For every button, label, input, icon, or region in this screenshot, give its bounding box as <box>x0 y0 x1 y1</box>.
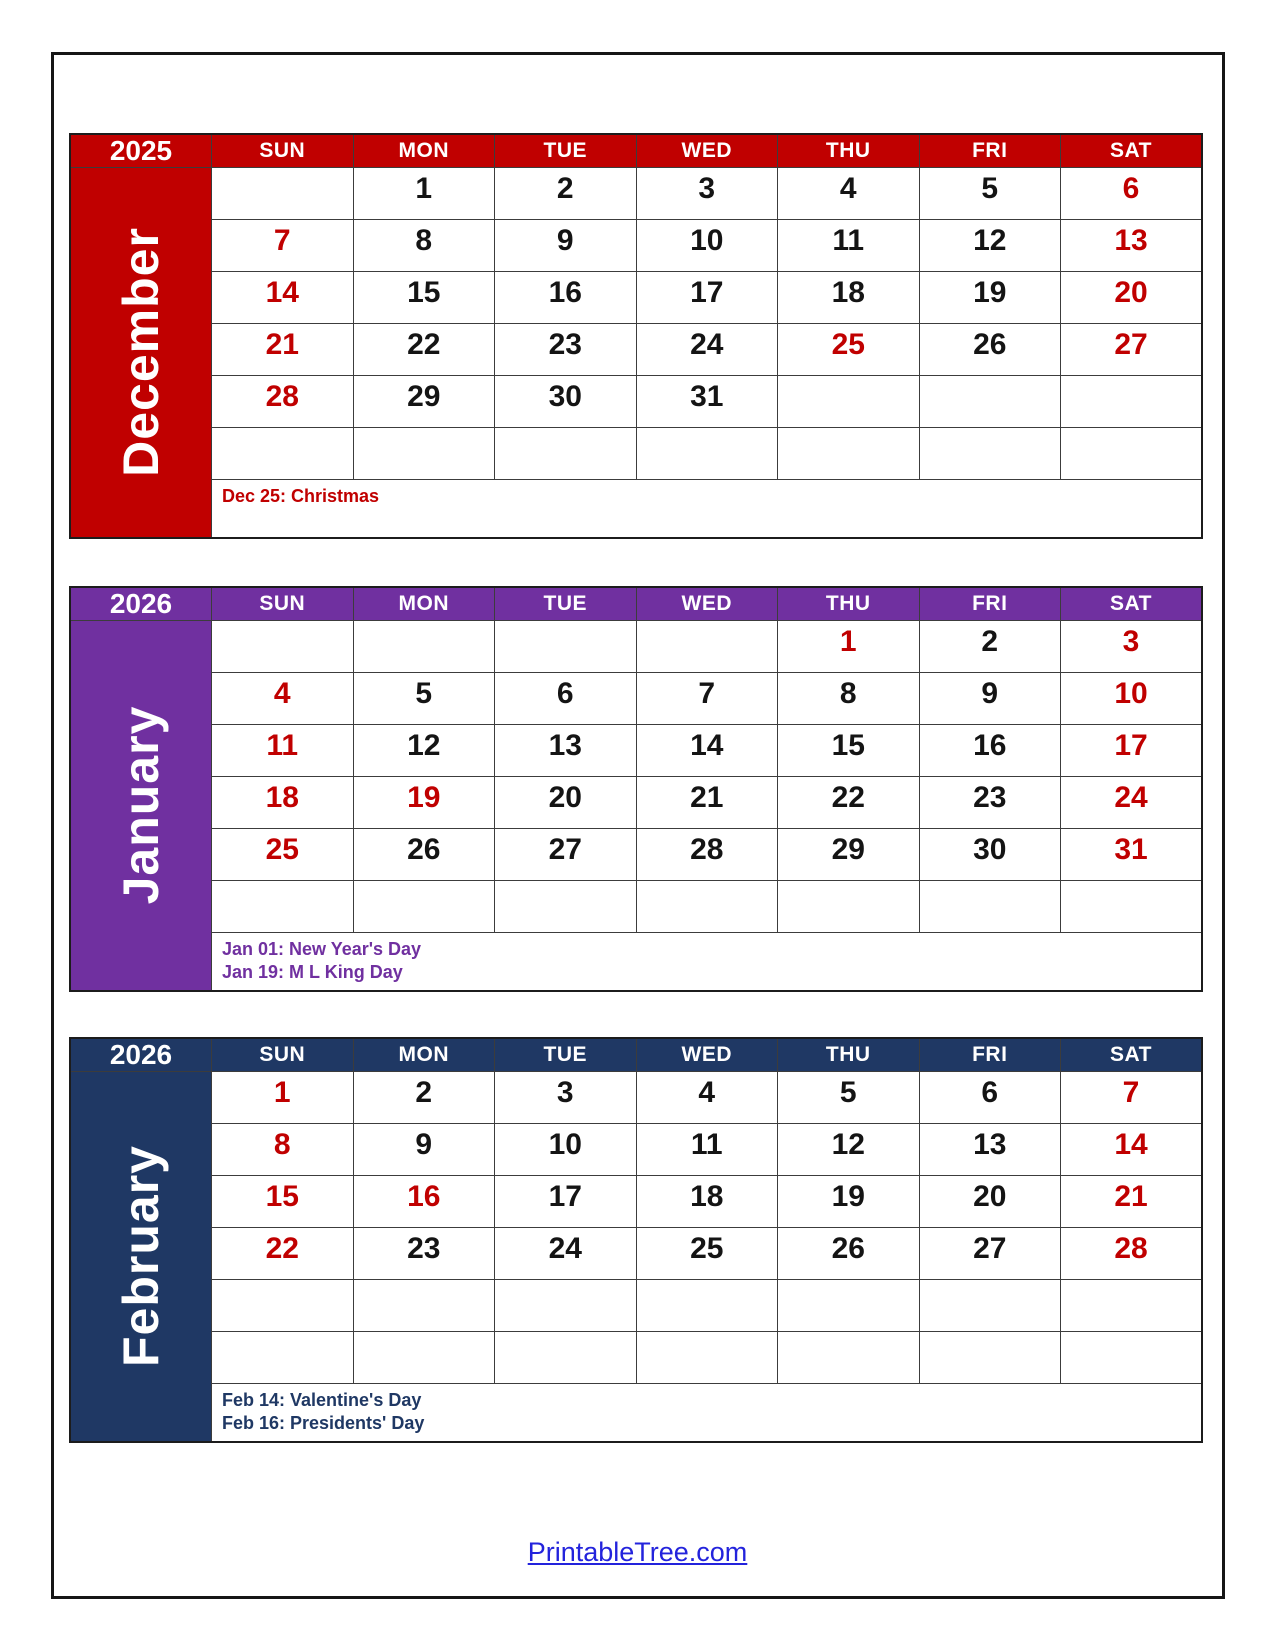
day-cell-january-25: 25 <box>212 829 354 881</box>
day-cell-empty <box>212 881 354 933</box>
day-cell-january-1: 1 <box>778 621 920 673</box>
holiday-note: Feb 16: Presidents' Day <box>222 1413 425 1434</box>
day-cell-january-5: 5 <box>353 673 495 725</box>
day-cell-empty <box>919 881 1061 933</box>
holiday-note: Dec 25: Christmas <box>222 486 380 506</box>
day-cell-january-21: 21 <box>636 777 778 829</box>
day-cell-december-27: 27 <box>1061 324 1203 376</box>
day-cell-empty <box>212 621 354 673</box>
day-cell-empty <box>1061 881 1203 933</box>
day-cell-december-16: 16 <box>495 272 637 324</box>
day-cell-december-6: 6 <box>1061 168 1203 220</box>
day-cell-january-9: 9 <box>919 673 1061 725</box>
day-cell-january-31: 31 <box>1061 829 1203 881</box>
day-cell-december-9: 9 <box>495 220 637 272</box>
holiday-note: Jan 01: New Year's Day <box>222 939 422 959</box>
day-cell-february-11: 11 <box>636 1124 778 1176</box>
day-cell-december-8: 8 <box>353 220 495 272</box>
day-cell-december-13: 13 <box>1061 220 1203 272</box>
day-cell-december-26: 26 <box>919 324 1061 376</box>
day-cell-february-26: 26 <box>778 1228 920 1280</box>
day-cell-january-2: 2 <box>919 621 1061 673</box>
day-cell-empty <box>495 428 637 480</box>
day-cell-february-8: 8 <box>212 1124 354 1176</box>
calendar-february <box>69 1037 1203 1443</box>
year-label-december: 2025 <box>70 134 212 168</box>
day-cell-empty <box>495 1280 637 1332</box>
day-cell-empty <box>353 1280 495 1332</box>
day-cell-january-20: 20 <box>495 777 637 829</box>
day-cell-january-7: 7 <box>636 673 778 725</box>
day-cell-empty <box>919 376 1061 428</box>
day-cell-january-14: 14 <box>636 725 778 777</box>
day-cell-empty <box>212 428 354 480</box>
weekday-header-mon: MON <box>353 1038 495 1072</box>
day-cell-empty <box>353 1332 495 1384</box>
day-cell-january-8: 8 <box>778 673 920 725</box>
day-cell-empty <box>636 881 778 933</box>
day-cell-empty <box>1061 1332 1203 1384</box>
footer-link[interactable]: PrintableTree.com <box>527 1537 748 1567</box>
day-cell-december-29: 29 <box>353 376 495 428</box>
day-cell-february-6: 6 <box>919 1072 1061 1124</box>
day-cell-december-25: 25 <box>778 324 920 376</box>
weekday-header-tue: TUE <box>495 1038 637 1072</box>
calendar-january <box>69 586 1203 992</box>
day-cell-january-6: 6 <box>495 673 637 725</box>
weekday-header-fri: FRI <box>919 134 1061 168</box>
weekday-header-wed: WED <box>636 134 778 168</box>
weekday-header-mon: MON <box>353 587 495 621</box>
weekday-header-sun: SUN <box>212 1038 354 1072</box>
day-cell-february-5: 5 <box>778 1072 920 1124</box>
day-cell-empty <box>636 1280 778 1332</box>
day-cell-january-3: 3 <box>1061 621 1203 673</box>
day-cell-january-17: 17 <box>1061 725 1203 777</box>
day-cell-january-30: 30 <box>919 829 1061 881</box>
day-cell-december-30: 30 <box>495 376 637 428</box>
day-cell-february-27: 27 <box>919 1228 1061 1280</box>
day-cell-december-12: 12 <box>919 220 1061 272</box>
day-cell-empty <box>636 428 778 480</box>
day-cell-empty <box>778 881 920 933</box>
day-cell-january-22: 22 <box>778 777 920 829</box>
day-cell-empty <box>778 376 920 428</box>
day-cell-january-4: 4 <box>212 673 354 725</box>
holiday-notes-january <box>212 933 1203 991</box>
weekday-header-sat: SAT <box>1061 134 1203 168</box>
month-name-label: December <box>113 227 169 478</box>
day-cell-february-28: 28 <box>1061 1228 1203 1280</box>
weekday-header-fri: FRI <box>919 1038 1061 1072</box>
day-cell-december-14: 14 <box>212 272 354 324</box>
month-sidebar-january <box>70 621 212 991</box>
day-cell-december-10: 10 <box>636 220 778 272</box>
day-cell-january-11: 11 <box>212 725 354 777</box>
day-cell-december-22: 22 <box>353 324 495 376</box>
day-cell-january-27: 27 <box>495 829 637 881</box>
day-cell-february-2: 2 <box>353 1072 495 1124</box>
day-cell-december-2: 2 <box>495 168 637 220</box>
day-cell-february-9: 9 <box>353 1124 495 1176</box>
day-cell-february-19: 19 <box>778 1176 920 1228</box>
day-cell-december-15: 15 <box>353 272 495 324</box>
day-cell-february-3: 3 <box>495 1072 637 1124</box>
weekday-header-sun: SUN <box>212 587 354 621</box>
day-cell-february-1: 1 <box>212 1072 354 1124</box>
day-cell-december-28: 28 <box>212 376 354 428</box>
day-cell-february-16: 16 <box>353 1176 495 1228</box>
day-cell-december-5: 5 <box>919 168 1061 220</box>
weekday-header-thu: THU <box>778 1038 920 1072</box>
day-cell-december-21: 21 <box>212 324 354 376</box>
day-cell-january-28: 28 <box>636 829 778 881</box>
day-cell-december-24: 24 <box>636 324 778 376</box>
weekday-header-thu: THU <box>778 134 920 168</box>
day-cell-february-13: 13 <box>919 1124 1061 1176</box>
day-cell-january-24: 24 <box>1061 777 1203 829</box>
day-cell-february-14: 14 <box>1061 1124 1203 1176</box>
day-cell-empty <box>636 1332 778 1384</box>
holiday-note: Feb 14: Valentine's Day <box>222 1390 422 1410</box>
weekday-header-tue: TUE <box>495 587 637 621</box>
day-cell-empty <box>1061 376 1203 428</box>
day-cell-february-17: 17 <box>495 1176 637 1228</box>
day-cell-january-18: 18 <box>212 777 354 829</box>
holiday-notes-december <box>212 480 1203 538</box>
day-cell-february-15: 15 <box>212 1176 354 1228</box>
day-cell-january-16: 16 <box>919 725 1061 777</box>
day-cell-december-17: 17 <box>636 272 778 324</box>
day-cell-empty <box>495 621 637 673</box>
weekday-header-tue: TUE <box>495 134 637 168</box>
weekday-header-wed: WED <box>636 1038 778 1072</box>
day-cell-february-7: 7 <box>1061 1072 1203 1124</box>
month-sidebar-december <box>70 168 212 538</box>
day-cell-empty <box>353 428 495 480</box>
day-cell-empty <box>778 1280 920 1332</box>
day-cell-february-4: 4 <box>636 1072 778 1124</box>
day-cell-december-3: 3 <box>636 168 778 220</box>
day-cell-december-19: 19 <box>919 272 1061 324</box>
month-sidebar-february <box>70 1072 212 1442</box>
day-cell-empty <box>212 1280 354 1332</box>
day-cell-february-18: 18 <box>636 1176 778 1228</box>
day-cell-january-26: 26 <box>353 829 495 881</box>
footer <box>0 1537 1275 1568</box>
weekday-header-sun: SUN <box>212 134 354 168</box>
day-cell-empty <box>212 1332 354 1384</box>
day-cell-february-25: 25 <box>636 1228 778 1280</box>
weekday-header-sat: SAT <box>1061 1038 1203 1072</box>
day-cell-january-15: 15 <box>778 725 920 777</box>
day-cell-february-12: 12 <box>778 1124 920 1176</box>
day-cell-february-20: 20 <box>919 1176 1061 1228</box>
day-cell-empty <box>919 1332 1061 1384</box>
day-cell-january-29: 29 <box>778 829 920 881</box>
day-cell-empty <box>495 881 637 933</box>
month-name-label: January <box>113 705 169 905</box>
day-cell-empty <box>919 428 1061 480</box>
calendar-december <box>69 133 1203 539</box>
weekday-header-wed: WED <box>636 587 778 621</box>
day-cell-january-19: 19 <box>353 777 495 829</box>
day-cell-empty <box>919 1280 1061 1332</box>
day-cell-empty <box>353 621 495 673</box>
day-cell-february-23: 23 <box>353 1228 495 1280</box>
day-cell-empty <box>636 621 778 673</box>
weekday-header-thu: THU <box>778 587 920 621</box>
day-cell-january-12: 12 <box>353 725 495 777</box>
weekday-header-sat: SAT <box>1061 587 1203 621</box>
day-cell-january-10: 10 <box>1061 673 1203 725</box>
day-cell-empty <box>778 428 920 480</box>
holiday-note: Jan 19: M L King Day <box>222 962 403 983</box>
day-cell-january-23: 23 <box>919 777 1061 829</box>
day-cell-december-18: 18 <box>778 272 920 324</box>
day-cell-empty <box>778 1332 920 1384</box>
weekday-header-fri: FRI <box>919 587 1061 621</box>
day-cell-december-11: 11 <box>778 220 920 272</box>
year-label-february: 2026 <box>70 1038 212 1072</box>
weekday-header-mon: MON <box>353 134 495 168</box>
day-cell-empty <box>212 168 354 220</box>
day-cell-december-20: 20 <box>1061 272 1203 324</box>
day-cell-december-7: 7 <box>212 220 354 272</box>
day-cell-february-22: 22 <box>212 1228 354 1280</box>
day-cell-february-21: 21 <box>1061 1176 1203 1228</box>
day-cell-december-1: 1 <box>353 168 495 220</box>
day-cell-december-23: 23 <box>495 324 637 376</box>
day-cell-february-10: 10 <box>495 1124 637 1176</box>
day-cell-december-31: 31 <box>636 376 778 428</box>
day-cell-empty <box>1061 428 1203 480</box>
day-cell-december-4: 4 <box>778 168 920 220</box>
day-cell-january-13: 13 <box>495 725 637 777</box>
day-cell-empty <box>495 1332 637 1384</box>
holiday-notes-february <box>212 1384 1203 1442</box>
day-cell-empty <box>353 881 495 933</box>
day-cell-february-24: 24 <box>495 1228 637 1280</box>
month-name-label: February <box>113 1145 169 1368</box>
day-cell-empty <box>1061 1280 1203 1332</box>
year-label-january: 2026 <box>70 587 212 621</box>
